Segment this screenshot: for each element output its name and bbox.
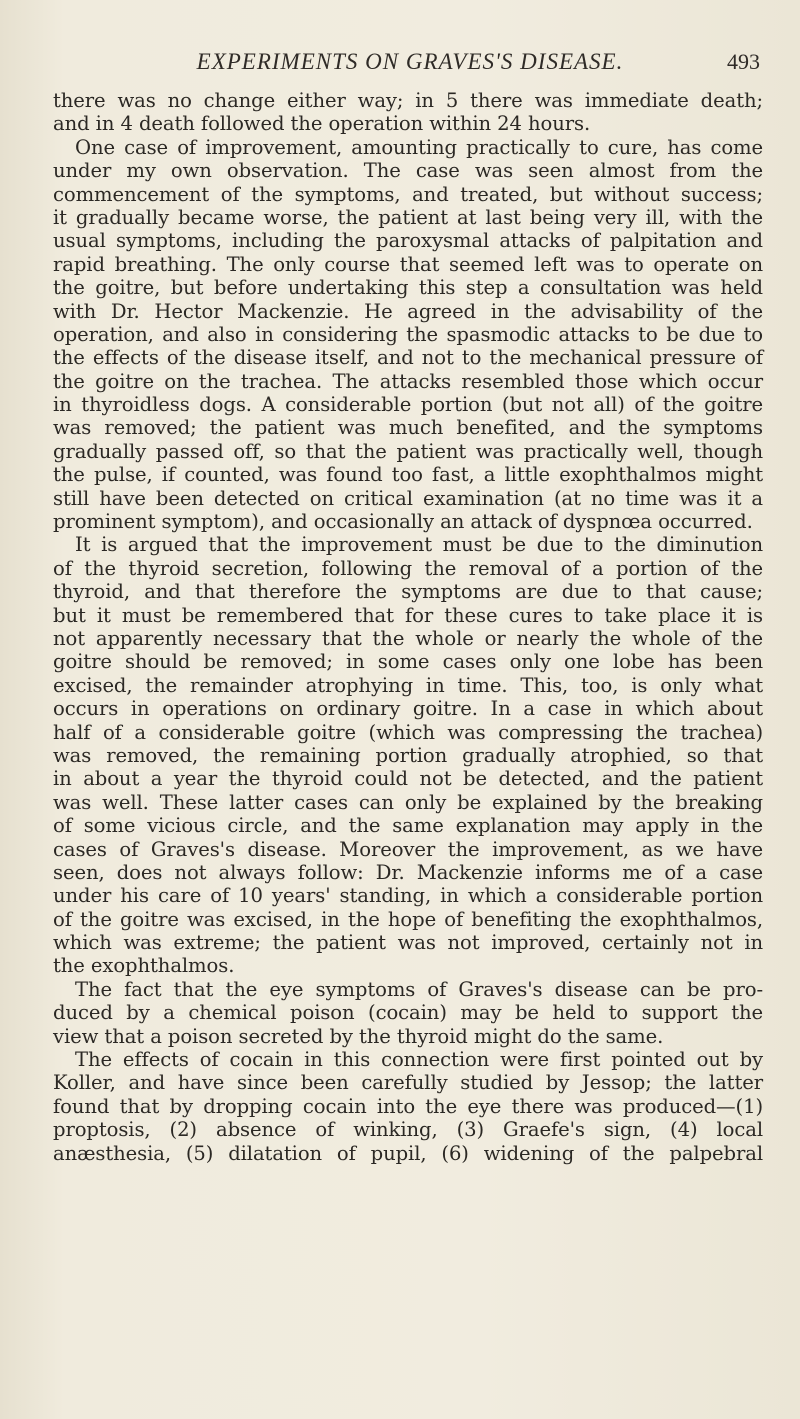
body-text: [53, 89, 763, 1165]
text-line: Koller, and have since been carefully studied by Jessop; the latter: [53, 1071, 763, 1095]
text-line: the pulse, if counted, was found too fast, a little exophthalmos might: [53, 463, 763, 487]
text-line: was removed, the remaining portion gradually atrophied, so that: [53, 743, 763, 767]
text-line: of the thyroid secretion, following the removal of a portion of the: [53, 556, 763, 580]
text-line: rapid breathing. The only course that seemed left was to operate on: [53, 252, 763, 276]
text-line: found that by dropping cocain into the eye there was produced—(1): [53, 1094, 763, 1118]
text-line: duced by a chemical poison (cocain) may be held to support the: [53, 1001, 763, 1025]
text-line: of the goitre was excised, in the hope of benefiting the exophthalmos,: [53, 907, 763, 931]
text-line: goitre should be removed; in some cases only one lobe has been: [53, 650, 763, 674]
text-line: excised, the remainder atrophying in time. This, too, is only what: [53, 673, 763, 697]
text-line: the effects of the disease itself, and not to the mechanical pressure of: [53, 346, 763, 370]
text-line: of some vicious circle, and the same explanation may apply in the: [53, 814, 763, 838]
text-line: thyroid, and that therefore the symptoms are due to that cause;: [53, 580, 763, 604]
text-line: was removed; the patient was much benefited, and the symptoms: [53, 416, 763, 440]
running-title: EXPERIMENTS ON GRAVES'S DISEASE.: [196, 49, 624, 74]
text-line: under my own observation. The case was seen almost from the: [53, 159, 763, 183]
text-line: One case of improvement, amounting practically to cure, has come: [75, 135, 763, 159]
text-line: it gradually became worse, the patient at last being very ill, with the: [53, 205, 763, 229]
text-line: under his care of 10 years' standing, in which a considerable portion: [53, 884, 763, 908]
text-line: cases of Graves's disease. Moreover the improvement, as we have: [53, 837, 763, 861]
page-number: 493: [727, 49, 760, 74]
text-line: there was no change either way; in 5 there was immediate death;: [53, 89, 763, 112]
running-head: [60, 49, 760, 79]
text-line: the exophthalmos.: [53, 954, 235, 978]
text-line: occurs in operations on ordinary goitre. In a case in which about: [53, 697, 763, 721]
text-line: prominent symptom), and occasionally an attack of dyspnœa occurred.: [53, 510, 753, 534]
text-line: The fact that the eye symptoms of Graves's disease can be pro-: [75, 977, 763, 1001]
text-line: in about a year the thyroid could not be detected, and the patient: [53, 767, 763, 791]
text-line: and in 4 death followed the operation within 24 hours.: [53, 112, 591, 136]
text-line: view that a poison secreted by the thyroid might do the same.: [53, 1024, 664, 1048]
text-line: with Dr. Hector Mackenzie. He agreed in the advisability of the: [53, 299, 763, 323]
text-line: but it must be remembered that for these cures to take place it is: [53, 603, 763, 627]
text-line: anæsthesia, (5) dilatation of pupil, (6) widening of the palpebral: [53, 1141, 763, 1165]
text-line: operation, and also in considering the spasmodic attacks to be due to: [53, 322, 763, 346]
text-line: commencement of the symptoms, and treated, but without success;: [53, 182, 763, 206]
text-line: half of a considerable goitre (which was compressing the trachea): [53, 720, 763, 744]
text-line: The effects of cocain in this connection were first pointed out by: [75, 1048, 763, 1072]
text-line: still have been detected on critical examination (at no time was it a: [53, 486, 763, 510]
text-line: the goitre, but before undertaking this step a consultation was held: [53, 276, 763, 300]
text-line: which was extreme; the patient was not improved, certainly not in: [53, 931, 763, 955]
text-line: the goitre on the trachea. The attacks resembled those which occur: [53, 369, 763, 393]
text-line: gradually passed off, so that the patient was practically well, though: [53, 439, 763, 463]
text-line: was well. These latter cases can only be explained by the breaking: [53, 790, 763, 814]
text-line: in thyroidless dogs. A considerable portion (but not all) of the goitre: [53, 393, 763, 417]
text-line: seen, does not always follow: Dr. Mackenzie informs me of a case: [53, 860, 763, 884]
text-line: It is argued that the improvement must be due to the diminution: [75, 533, 763, 557]
text-line: not apparently necessary that the whole or nearly the whole of the: [53, 626, 763, 650]
text-line: usual symptoms, including the paroxysmal attacks of palpitation and: [53, 229, 763, 253]
text-line: proptosis, (2) absence of winking, (3) Graefe's sign, (4) local: [53, 1118, 763, 1142]
